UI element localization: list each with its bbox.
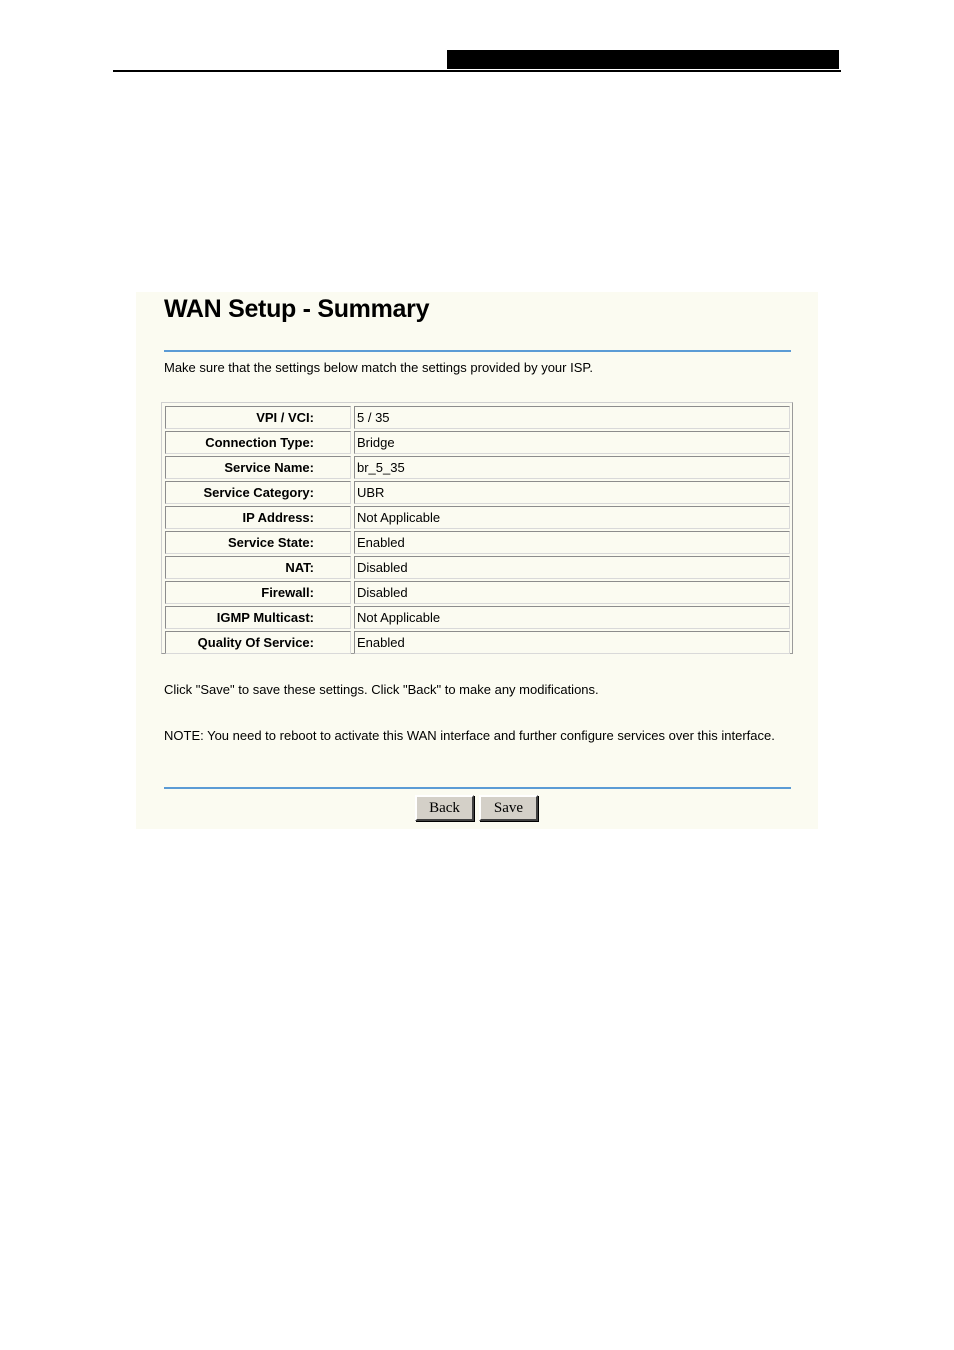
document-header-bar (447, 50, 839, 69)
table-row (165, 456, 789, 479)
row-label: Firewall: (165, 581, 351, 604)
row-value: Not Applicable (354, 606, 790, 629)
table-row (165, 581, 789, 604)
row-label: VPI / VCI: (165, 406, 351, 429)
row-value: Bridge (354, 431, 790, 454)
row-value: Disabled (354, 581, 790, 604)
row-value: Enabled (354, 531, 790, 554)
row-value: Enabled (354, 631, 790, 654)
row-label: Service State: (165, 531, 351, 554)
table-row (165, 431, 789, 454)
row-label: Service Name: (165, 456, 351, 479)
instructions-text: Click "Save" to save these settings. Click "Back" to make any modifications. (164, 682, 599, 697)
document-header-rule (113, 70, 841, 72)
row-value: br_5_35 (354, 456, 790, 479)
table-row (165, 606, 789, 629)
bottom-divider (164, 787, 791, 789)
row-label: Quality Of Service: (165, 631, 351, 654)
back-button[interactable]: Back (415, 795, 474, 821)
save-button[interactable]: Save (479, 795, 538, 821)
summary-table (161, 402, 793, 654)
intro-text: Make sure that the settings below match the settings provided by your ISP. (164, 360, 593, 375)
row-label: Connection Type: (165, 431, 351, 454)
reboot-note: NOTE: You need to reboot to activate this WAN interface and further configure services over this interface. (164, 728, 775, 743)
row-value: Not Applicable (354, 506, 790, 529)
table-row (165, 481, 789, 504)
wan-summary-panel (136, 292, 818, 829)
row-label: Service Category: (165, 481, 351, 504)
row-value: Disabled (354, 556, 790, 579)
row-value: 5 / 35 (354, 406, 790, 429)
table-row (165, 556, 789, 579)
row-label: IP Address: (165, 506, 351, 529)
top-divider (164, 350, 791, 352)
table-row (165, 531, 789, 554)
table-row (165, 631, 789, 654)
row-value: UBR (354, 481, 790, 504)
table-row (165, 506, 789, 529)
page-title: WAN Setup - Summary (164, 295, 430, 323)
row-label: IGMP Multicast: (165, 606, 351, 629)
row-label: NAT: (165, 556, 351, 579)
table-row (165, 406, 789, 429)
